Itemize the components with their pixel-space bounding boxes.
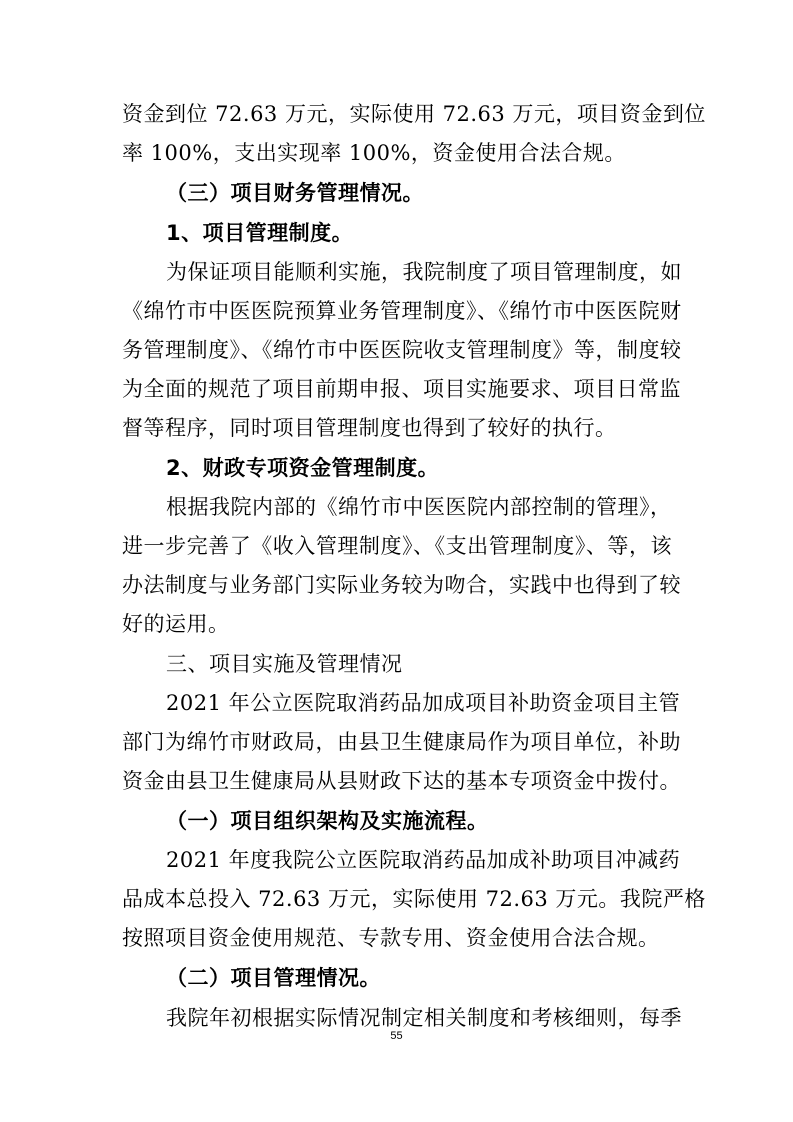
paragraph-line: 部门为绵竹市财政局，由县卫生健康局作为项目单位，补助 <box>122 730 681 754</box>
paragraph-line: 按照项目资金使用规范、专款专用、资金使用合法合规。 <box>122 926 660 950</box>
paragraph-line: 办法制度与业务部门实际业务较为吻合，实践中也得到了较 <box>122 573 681 597</box>
section-heading: 三、项目实施及管理情况 <box>166 652 403 676</box>
section-heading: （二）项目管理情况。 <box>166 966 381 990</box>
subsection-heading: 1、项目管理制度。 <box>166 221 354 245</box>
paragraph-line: 我院年初根据实际情况制定相关制度和考核细则，每季 <box>166 1006 682 1030</box>
paragraph-line: 为全面的规范了项目前期申报、项目实施要求、项目日常监 <box>122 377 681 401</box>
paragraph-line: 好的运用。 <box>122 612 230 636</box>
paragraph-line: 率 100%，支出实现率 100%，资金使用合法合规。 <box>122 141 626 165</box>
paragraph-line: 2021 年度我院公立医院取消药品加成补助项目冲减药 <box>166 848 681 872</box>
section-heading: （三）项目财务管理情况。 <box>166 181 424 205</box>
paragraph-line: 资金由县卫生健康局从县财政下达的基本专项资金中拨付。 <box>122 769 681 793</box>
paragraph-line: 资金到位 72.63 万元，实际使用 72.63 万元，项目资金到位 <box>122 102 706 126</box>
paragraph-line: 2021 年公立医院取消药品加成项目补助资金项目主管 <box>166 691 681 715</box>
page-number: 55 <box>390 1030 403 1042</box>
paragraph-line: 务管理制度》、《绵竹市中医医院收支管理制度》等，制度较 <box>122 338 682 362</box>
paragraph-line: 品成本总投入 72.63 万元，实际使用 72.63 万元。我院严格 <box>122 887 706 911</box>
paragraph-line: 《绵竹市中医医院预算业务管理制度》、《绵竹市中医医院财 <box>122 299 682 323</box>
paragraph-line: 进一步完善了《收入管理制度》、《支出管理制度》、等，该 <box>122 534 672 558</box>
paragraph-line: 为保证项目能顺利实施，我院制度了项目管理制度，如 <box>166 260 682 284</box>
section-heading: （一）项目组织架构及实施流程。 <box>166 809 489 833</box>
paragraph-line: 根据我院内部的《绵竹市中医医院内部控制的管理》， <box>166 495 672 519</box>
paragraph-line: 督等程序，同时项目管理制度也得到了较好的执行。 <box>122 416 617 440</box>
subsection-heading: 2、财政专项资金管理制度。 <box>166 456 440 480</box>
